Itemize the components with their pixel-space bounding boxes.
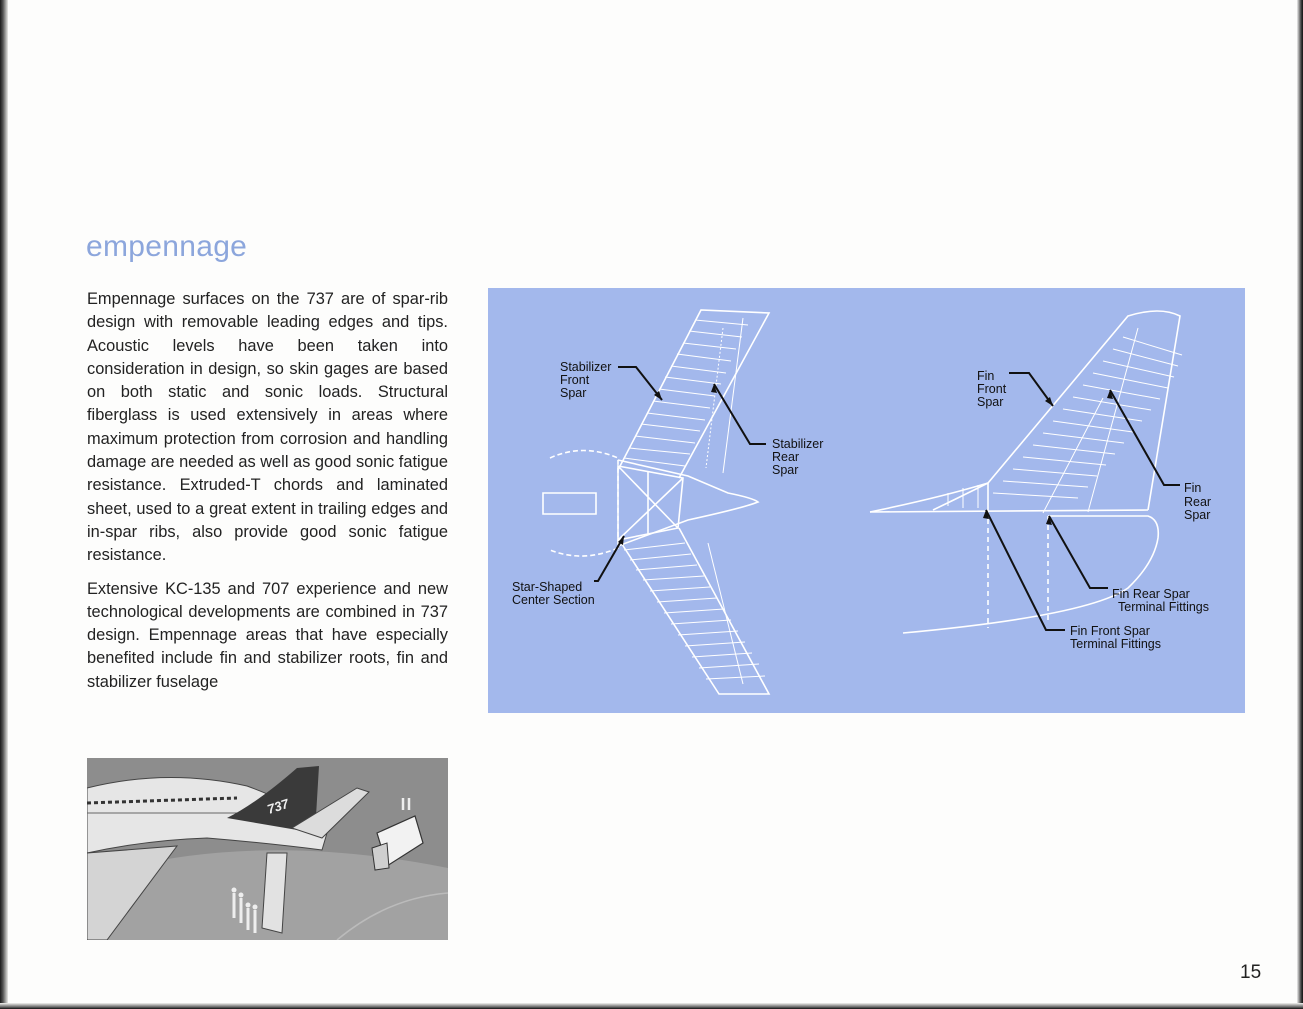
stabilizer-lower-ribs — [624, 543, 765, 684]
page-edge-left — [0, 0, 8, 1009]
label-fin-rear-spar: Fin Rear Spar — [1184, 481, 1212, 522]
tail-marking: 737 — [265, 795, 291, 817]
leader-arrowheads — [618, 384, 1113, 545]
page-number: 15 — [1240, 962, 1262, 983]
label-fin-rear-spar-terminal-fittings: Fin Rear Spar Terminal Fittings — [1112, 587, 1209, 614]
body-text — [87, 288, 448, 704]
aircraft-tail-illustration — [87, 758, 448, 940]
label-fin-front-spar: Fin Front Spar — [977, 369, 1007, 409]
paragraph-1: Empennage surfaces on the 737 are of spar-rib design with removable leading edges and tips. Acoustic levels have been taken into consideration in design, so skin gages are based on both static and sonic loads. Structural fiberglass is used extensively in areas where maximum protection from corrosion and handling damage are needed as well as good sonic fatigue resistance. Extruded-T chords and laminated sheet, used to a great extent in trailing edges and in-spar ribs, also provide good sonic fatigue resistance. — [87, 290, 448, 565]
stabilizer-upper-ribs — [624, 318, 748, 473]
label-star-shaped-center-section: Star-Shaped Center Section — [512, 580, 595, 607]
page-edge-bottom — [0, 1003, 1303, 1009]
empennage-diagram-svg — [488, 288, 1245, 713]
paragraph-2: Extensive KC-135 and 707 experience and new technological developments are combined in 737 design. Empennage areas that have especially benefited include fin and stabilizer roots, fin and stabilizer fuselage — [87, 579, 448, 691]
section-heading: empennage — [86, 230, 248, 263]
label-fin-front-spar-terminal-fittings: Fin Front Spar Terminal Fittings — [1070, 624, 1161, 651]
label-stabilizer-rear-spar: Stabilizer Rear Spar — [772, 437, 824, 477]
page-edge-right — [1297, 0, 1303, 1009]
vertical-fin-drawing — [870, 311, 1180, 633]
empennage-diagram — [488, 288, 1245, 713]
label-stabilizer-front-spar: Stabilizer Front Spar — [560, 360, 612, 400]
aircraft-tail-photo — [87, 758, 448, 940]
